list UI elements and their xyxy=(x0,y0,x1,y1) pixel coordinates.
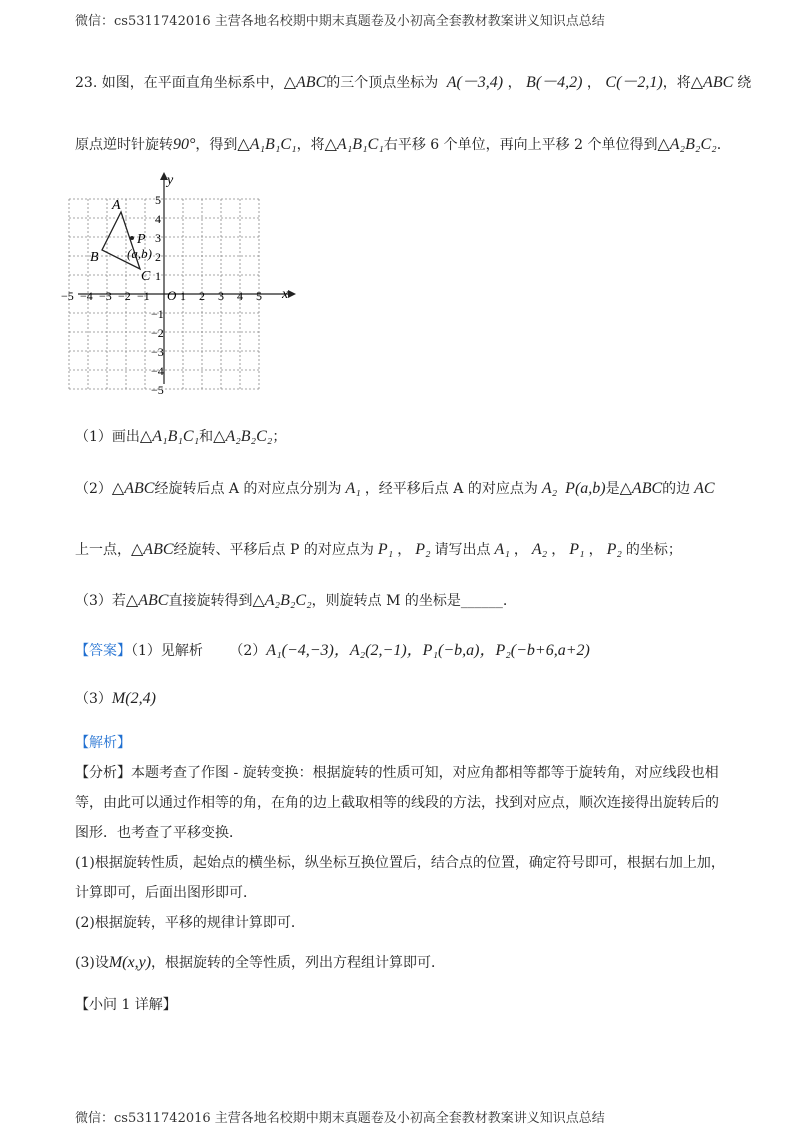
coord-c: C(－2,1) xyxy=(605,74,663,91)
q-text: 绕 xyxy=(737,75,752,91)
part-text: （2） xyxy=(75,481,112,497)
point-p1: P₁ xyxy=(569,541,585,558)
part-text: 和 xyxy=(199,429,214,445)
angle: 90° xyxy=(173,136,196,153)
point-p-ab: P(a,b) xyxy=(565,480,606,497)
y-tick-label: 1 xyxy=(155,269,161,283)
question-line-2 xyxy=(75,135,721,155)
triangle-a2b2c2: △A₂B₂C₂ xyxy=(657,136,717,153)
triangle-abc: △ABC xyxy=(690,74,734,91)
triangle-a1b1c1: △A₁B₁C₁ xyxy=(237,136,297,153)
q-text: . xyxy=(716,137,722,153)
q-text: 的三个顶点坐标为 xyxy=(326,75,439,91)
q-text: 原点逆时针旋转 xyxy=(75,137,173,153)
part-text: ， xyxy=(513,542,528,558)
point-p-label: P xyxy=(137,232,146,247)
y-tick-labels xyxy=(151,193,164,397)
part-text: （1）画出 xyxy=(75,429,140,445)
triangle-abc: △ABC xyxy=(125,592,169,609)
analysis-line: 图形．也考查了平移变换． xyxy=(75,825,243,841)
part-text: 请写出点 xyxy=(434,542,491,558)
analysis-line: 计算即可，后面出图形即可． xyxy=(75,885,257,901)
x-tick-label: −2 xyxy=(118,289,131,303)
x-tick-label: −5 xyxy=(61,289,74,303)
part-text: ，经平移后点 A 的对应点为 xyxy=(364,481,538,497)
y-tick-label: −1 xyxy=(151,307,164,321)
answer-text: （1）见解析 xyxy=(131,643,203,659)
triangle-abc: △ABC xyxy=(283,74,327,91)
part-text: （3）若 xyxy=(75,593,126,609)
y-tick-label: −4 xyxy=(151,364,164,378)
answer-tag: 【答案】 xyxy=(75,643,131,659)
q-text: ，将 xyxy=(662,75,691,91)
answer-line-2 xyxy=(75,689,156,709)
point-p2: P₂ xyxy=(606,541,622,558)
answer-text: （3） xyxy=(75,691,112,707)
part-3 xyxy=(75,591,507,611)
coord-b: B(－4,2) xyxy=(526,74,583,91)
y-tick-label: −5 xyxy=(151,383,164,397)
triangle-a2b2c2: △A₂B₂C₂ xyxy=(213,428,273,445)
x-tick-label: −1 xyxy=(137,289,150,303)
point-a2: A₂ xyxy=(531,541,548,558)
analysis-text: (3)设 xyxy=(75,955,109,971)
triangle-a2b2c2: △A₂B₂C₂ xyxy=(252,592,312,609)
question-line-1: 23. 如图，在平面直角坐标系中，△ABC的三个顶点坐标为 A(－3,4) ， B(－4,2) ， C(－2,1)，将△ABC 绕 xyxy=(75,74,752,91)
origin-label: O xyxy=(167,288,177,303)
analysis-line: (2)根据旋转，平移的规律计算即可． xyxy=(75,915,305,931)
part-2-line-1 xyxy=(75,479,715,499)
part-text: 经旋转、平移后点 P 的对应点为 xyxy=(173,542,374,558)
part-text: ； xyxy=(272,429,287,445)
x-axis-label: x xyxy=(282,287,289,302)
coordinate-graph xyxy=(61,170,300,397)
point-p-dot xyxy=(130,236,134,240)
answer-coords: A₁(−4,−3)，A₂(2,−1)，P₁(−b,a)，P₂(−b+6,a+2) xyxy=(266,642,590,659)
part-text: 的坐标； xyxy=(625,542,682,558)
part-text: 是 xyxy=(605,481,620,497)
answer-line-1 xyxy=(75,641,590,661)
coord-a: A(－3,4) xyxy=(446,74,504,91)
page-footer: 微信：cs5311742016 主营各地名校期中期末真题卷及小初高全套教材教案讲义知识点总结 xyxy=(75,1111,605,1126)
y-tick-label: −2 xyxy=(151,326,164,340)
edge-ac: AC xyxy=(694,480,715,497)
triangle-abc: △ABC xyxy=(111,480,155,497)
point-p1: P₁ xyxy=(377,541,394,558)
part-text: ，则旋转点 M 的坐标是______. xyxy=(311,593,508,609)
y-tick-label: −3 xyxy=(151,345,164,359)
analysis-line: 【分析】本题考查了作图 - 旋转变换：根据旋转的性质可知，对应角都相等都等于旋转角，对应线段也相 xyxy=(75,765,719,781)
point-a1: A₁ xyxy=(345,480,361,497)
point-a1: A₁ xyxy=(494,541,510,558)
detail-heading: 【小问 1 详解】 xyxy=(75,997,177,1013)
analysis-line: 等，由此可以通过作相等的角，在角的边上截取相等的线段的方法，找到对应点，顺次连接得出旋转后的 xyxy=(75,795,719,811)
q-text: ，将 xyxy=(296,137,325,153)
y-tick-label: 2 xyxy=(155,250,161,264)
part-text: 经旋转后点 A 的对应点分别为 xyxy=(154,481,342,497)
y-tick-label: 3 xyxy=(155,231,161,245)
x-tick-label: 3 xyxy=(218,289,224,303)
analysis-line: (1)根据旋转性质，起始点的横坐标，纵坐标互换位置后，结合点的位置，确定符号即可，根据右加上加， xyxy=(75,855,725,871)
analysis-text: ，根据旋转的全等性质，列出方程组计算即可． xyxy=(151,955,446,971)
point-p2: P₂ xyxy=(415,541,431,558)
analysis-line xyxy=(75,953,445,973)
point-p-coord: (a,b) xyxy=(127,246,152,261)
point-a-label: A xyxy=(112,198,121,213)
part-text: 上一点， xyxy=(75,542,131,558)
analysis-tag: 【解析】 xyxy=(75,735,131,751)
page-header: 微信：cs5311742016 主营各地名校期中期末真题卷及小初高全套教材教案讲义知识点总结 xyxy=(75,14,605,29)
point-b-label: B xyxy=(90,250,99,265)
triangle-a1b1c1: △A₁B₁C₁ xyxy=(324,136,384,153)
y-tick-label: 5 xyxy=(155,193,161,207)
triangle-a1b1c1: △A₁B₁C₁ xyxy=(139,428,200,445)
y-axis-label: y xyxy=(167,173,174,188)
answer-text: （2） xyxy=(229,643,267,659)
x-tick-label: −4 xyxy=(80,289,93,303)
part-2-line-2: 上一点，△ABC经旋转、平移后点 P 的对应点为 P₁ ， P₂ 请写出点 A₁ ， A₂ ， P₁ ， P₂ 的坐标； xyxy=(75,541,682,558)
x-tick-label: 2 xyxy=(199,289,205,303)
x-tick-label: 4 xyxy=(237,289,243,303)
x-tick-label: −3 xyxy=(99,289,112,303)
part-1 xyxy=(75,427,286,447)
triangle-abc: △ABC xyxy=(619,480,663,497)
y-tick-label: 4 xyxy=(155,212,161,226)
part-text: 的边 xyxy=(662,481,691,497)
part-text: 直接旋转得到 xyxy=(168,593,253,609)
point-a2: A₂ xyxy=(541,480,558,497)
answer-m: M(2,4) xyxy=(111,690,156,707)
q-text: 右平移 6 个单位，再向上平移 2 个单位得到 xyxy=(383,137,658,153)
point-c-label: C xyxy=(141,269,151,284)
x-tick-label: 1 xyxy=(180,289,186,303)
triangle-abc: △ABC xyxy=(131,541,174,558)
analysis-m: M(x,y) xyxy=(108,954,152,971)
x-tick-labels xyxy=(61,289,262,303)
x-tick-label: 5 xyxy=(256,289,262,303)
q-text: ，得到 xyxy=(195,137,238,153)
q-text: 23. 如图，在平面直角坐标系中， xyxy=(75,75,284,91)
